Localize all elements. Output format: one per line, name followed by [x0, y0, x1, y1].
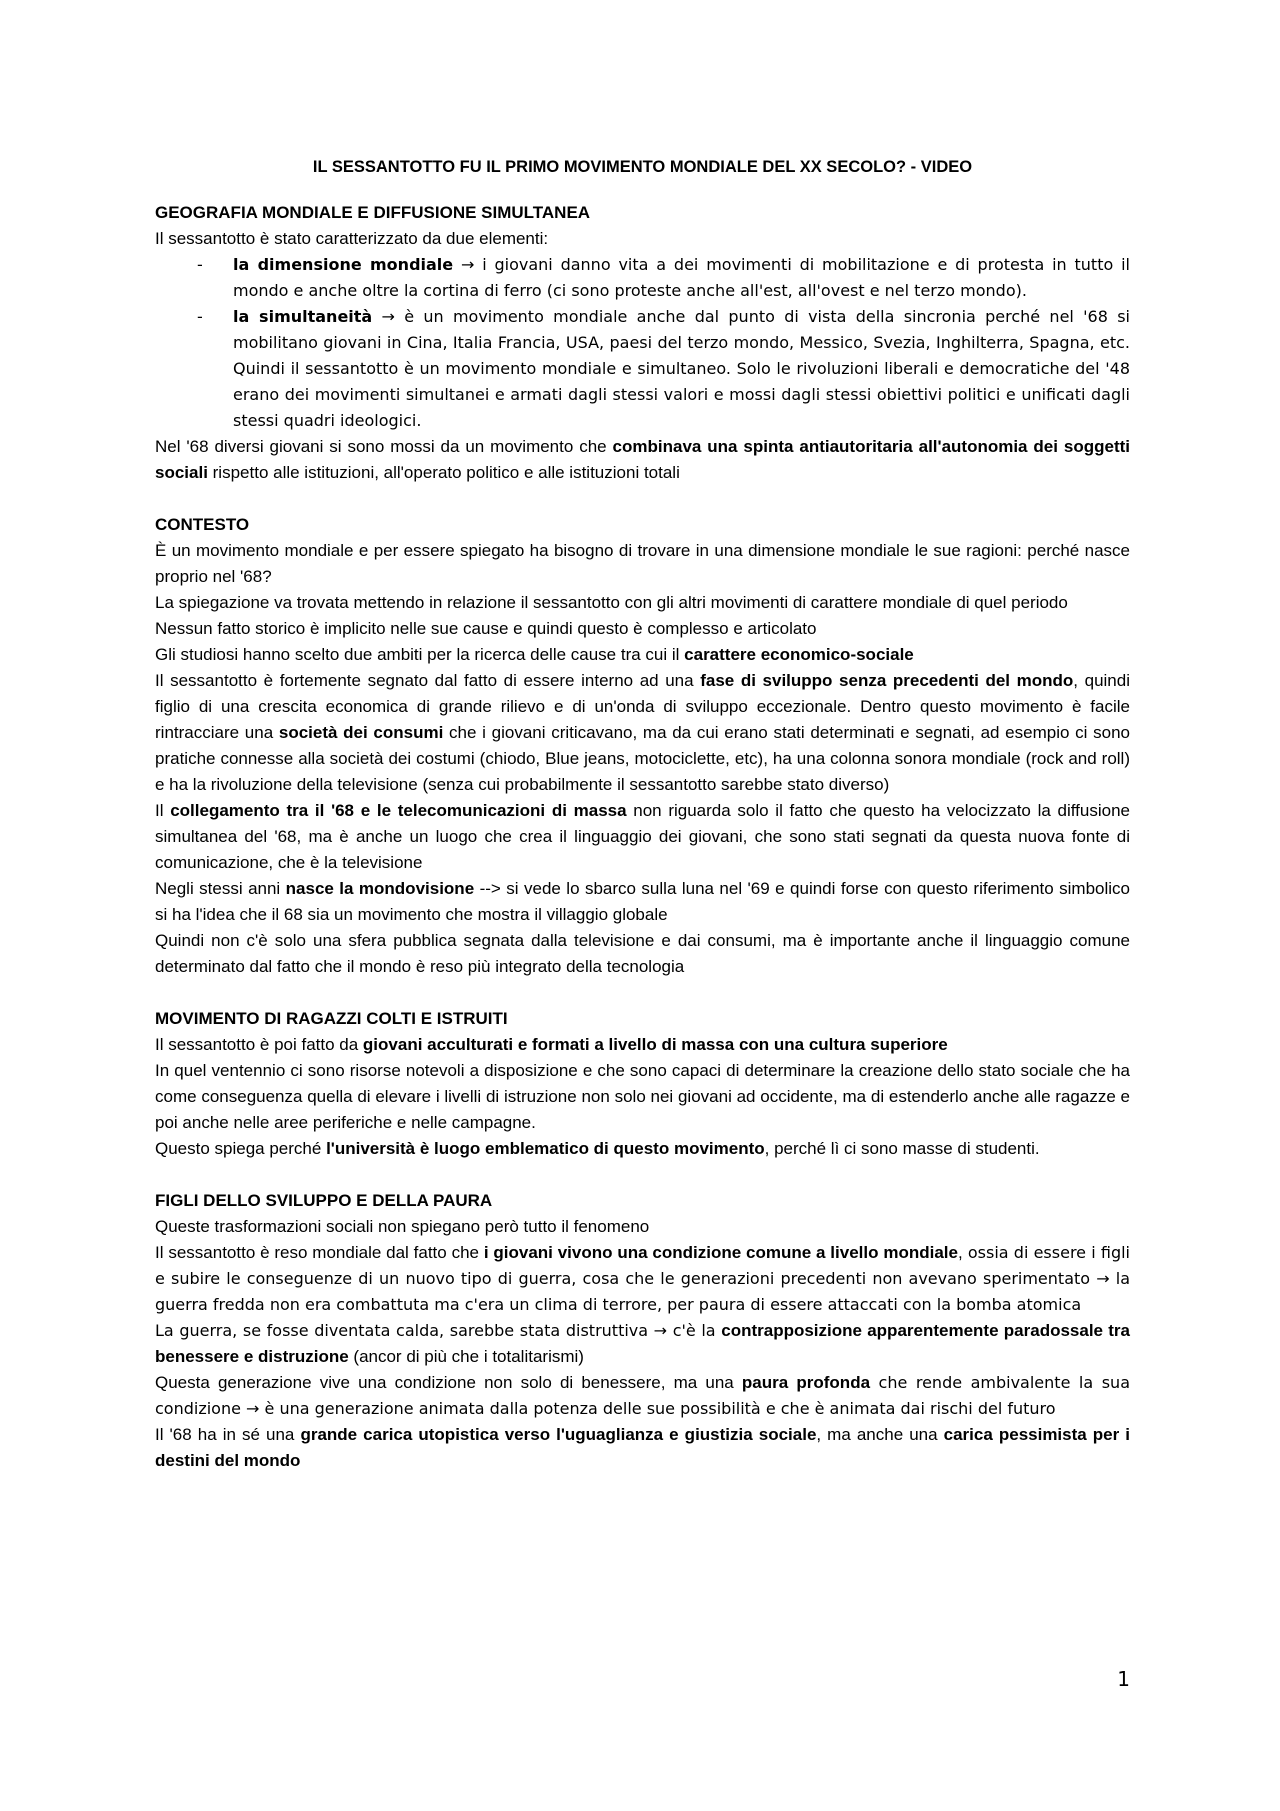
text-run: (ancor di più che i totalitarismi)	[348, 1347, 584, 1366]
paragraph	[155, 1422, 1130, 1474]
document-title: IL SESSANTOTTO FU IL PRIMO MOVIMENTO MONDIALE DEL XX SECOLO? - VIDEO	[312, 158, 973, 176]
paragraph	[155, 1318, 1130, 1370]
bold-text: contrapposizione apparentemente paradossale tra benessere e distruzione	[155, 1321, 1131, 1366]
text-run: Questo spiega perché	[155, 1139, 327, 1158]
text-run: --> si vede lo sbarco sulla luna nel '69 e quindi forse con questo riferimento simbolico si ha l'idea che il 68 sia un movimento che mostra il villaggio globale	[155, 879, 1130, 924]
dash-bullet: -	[197, 307, 203, 326]
text-run: Il sessantotto è reso mondiale dal fatto che	[155, 1243, 484, 1262]
list-item	[155, 304, 1130, 434]
text-run: non riguarda solo il fatto che questo ha velocizzato la diffusione simultanea del '68, ma è anche un luogo che crea il linguaggio dei giovani, che sono stati segnati da questa nuova fonte di comunicazione, che è la televisione	[155, 801, 1130, 872]
bold-text: società dei consumi	[278, 723, 444, 742]
paragraph	[155, 642, 1130, 668]
text-run: Il sessantotto è poi fatto da	[155, 1035, 363, 1054]
section-heading: MOVIMENTO DI RAGAZZI COLTI E ISTRUITI	[155, 1009, 508, 1028]
paragraph: Il sessantotto è stato caratterizzato da due elementi:	[155, 229, 549, 248]
paragraph	[155, 876, 1130, 928]
paragraph: In quel ventennio ci sono risorse notevoli a disposizione e che sono capaci di determinare la creazione dello stato sociale che ha come conseguenza quella di elevare i livelli di istruzione non solo nei giovani ad occidente, ma di estenderlo anche alle ragazze e poi anche nelle aree periferiche e nelle campagne.	[155, 1061, 1130, 1132]
section-contesto	[155, 512, 1130, 980]
paragraph	[155, 434, 1130, 486]
paragraph: La spiegazione va trovata mettendo in relazione il sessantotto con gli altri movimenti di carattere mondiale di quel periodo	[155, 593, 1068, 612]
paragraph: È un movimento mondiale e per essere spiegato ha bisogno di trovare in una dimensione mondiale le sue ragioni: perché nasce proprio nel '68?	[155, 541, 1130, 586]
bold-text: collegamento tra il '68 e le telecomunicazioni di massa	[170, 801, 627, 820]
bold-text: combinava una spinta antiautoritaria all'autonomia dei soggetti sociali	[155, 437, 1130, 482]
text-run: Il '68 ha in sé una	[155, 1425, 301, 1444]
bold-text: i giovani vivono una condizione comune a livello mondiale	[483, 1243, 958, 1262]
bullet-list	[155, 252, 1130, 434]
section-heading: GEOGRAFIA MONDIALE E DIFFUSIONE SIMULTANEA	[155, 203, 591, 222]
text-run: Il sessantotto è fortemente segnato dal fatto di essere interno ad una	[155, 671, 701, 690]
page-number: 1	[1117, 1667, 1130, 1691]
bold-text: la dimensione mondiale	[233, 255, 454, 274]
list-item	[155, 252, 1130, 304]
paragraph	[155, 668, 1130, 798]
paragraph	[155, 798, 1130, 876]
text-run: Nel '68 diversi giovani si sono mossi da un movimento che	[155, 437, 613, 456]
bold-text: fase di sviluppo senza precedenti del mondo	[700, 671, 1074, 690]
section-heading: CONTESTO	[155, 515, 250, 534]
paragraph	[155, 1032, 1130, 1058]
section-figli-sviluppo	[155, 1188, 1130, 1474]
list-item-text: → i giovani danno vita a dei movimenti di mobilitazione e di protesta in tutto il mondo e anche oltre la cortina di ferro (ci sono proteste anche all'est, all'ovest e nel terzo mondo).	[233, 255, 1130, 300]
text-run: rispetto alle istituzioni, all'operato politico e alle istituzioni totali	[207, 463, 680, 482]
text-run: , perché lì ci sono masse di studenti.	[764, 1139, 1040, 1158]
list-item-text: → è un movimento mondiale anche dal punto di vista della sincronia perché nel '68 si mobilitano giovani in Cina, Italia Francia, USA, paesi del terzo mondo, Messico, Svezia, Inghilterra, Spagna, etc. Quindi il sessantotto è un movimento mondiale e simultaneo. Solo le rivoluzioni liberali e democratiche del '48 erano dei movimenti simultanei e armati dagli stessi valori e mossi dagli stessi obiettivi politici e unificati dagli stessi quadri ideologici.	[233, 307, 1130, 430]
text-run: ossia di essere i figli e subire le conseguenze di un nuovo tipo di guerra, cosa che le generazioni precedenti non avevano sperimentato → la guerra fredda non era combattuta ma c'era un clima di terrore, per paura di essere attaccati con la bomba atomica	[155, 1243, 1130, 1314]
paragraph	[155, 1370, 1130, 1422]
text-run: , ma anche una	[816, 1425, 944, 1444]
bold-text: la simultaneità	[233, 307, 373, 326]
bold-text: l'università è luogo emblematico di questo movimento	[326, 1139, 765, 1158]
text-run: ,	[957, 1243, 963, 1262]
bold-text: carica pessimista per i destini del mondo	[155, 1425, 1131, 1470]
text-run: Il	[155, 801, 171, 820]
paragraph: Quindi non c'è solo una sfera pubblica segnata dalla televisione e dai consumi, ma è importante anche il linguaggio comune determinato dal fatto che il mondo è reso più integrato della tecnologia	[155, 931, 1130, 976]
paragraph	[155, 1240, 1130, 1318]
paragraph: Queste trasformazioni sociali non spiegano però tutto il fenomeno	[155, 1217, 650, 1236]
bold-text: carattere economico-sociale	[684, 645, 914, 664]
paragraph	[155, 1136, 1130, 1162]
section-heading: FIGLI DELLO SVILUPPO E DELLA PAURA	[155, 1191, 493, 1210]
paragraph: Nessun fatto storico è implicito nelle sue cause e quindi questo è complesso e articolato	[155, 619, 817, 638]
document-body	[155, 154, 1130, 1474]
text-run: , quindi figlio di una crescita economica di grande rilievo e di un'onda di sviluppo eccezionale. Dentro questo movimento è facile rintracciare una	[155, 671, 1130, 742]
text-run: che rende ambivalente la sua condizione → è una generazione animata dalla potenza delle sue possibilità e che è animata dai rischi del futuro	[155, 1373, 1130, 1418]
bold-text: giovani acculturati e formati a livello di massa con una cultura superiore	[362, 1035, 948, 1054]
text-run: Negli stessi anni	[155, 879, 286, 898]
dash-bullet: -	[197, 255, 203, 274]
text-run: Questa generazione vive una condizione non solo di benessere, ma una	[155, 1373, 742, 1392]
section-movimento-ragazzi	[155, 1006, 1130, 1162]
text-run: La guerra, se fosse diventata calda, sarebbe stata distruttiva → c'è la	[155, 1321, 722, 1340]
text-run: che i giovani criticavano, ma da cui erano stati determinati e segnati, ad esempio ci sono pratiche connesse alla società dei costumi (chiodo, Blue jeans, motociclette, etc), ha una colonna sonora mondiale (rock and roll) e ha la rivoluzione della televisione (senza cui probabilmente il sessantotto sarebbe stato diverso)	[155, 723, 1130, 794]
text-run: Gli studiosi hanno scelto due ambiti per la ricerca delle cause tra cui il	[155, 645, 685, 664]
bold-text: nasce la mondovisione	[285, 879, 475, 898]
bold-text: grande carica utopistica verso l'uguaglianza e giustizia sociale	[300, 1425, 817, 1444]
bold-text: paura profonda	[741, 1373, 871, 1392]
section-geografia	[155, 200, 1130, 486]
